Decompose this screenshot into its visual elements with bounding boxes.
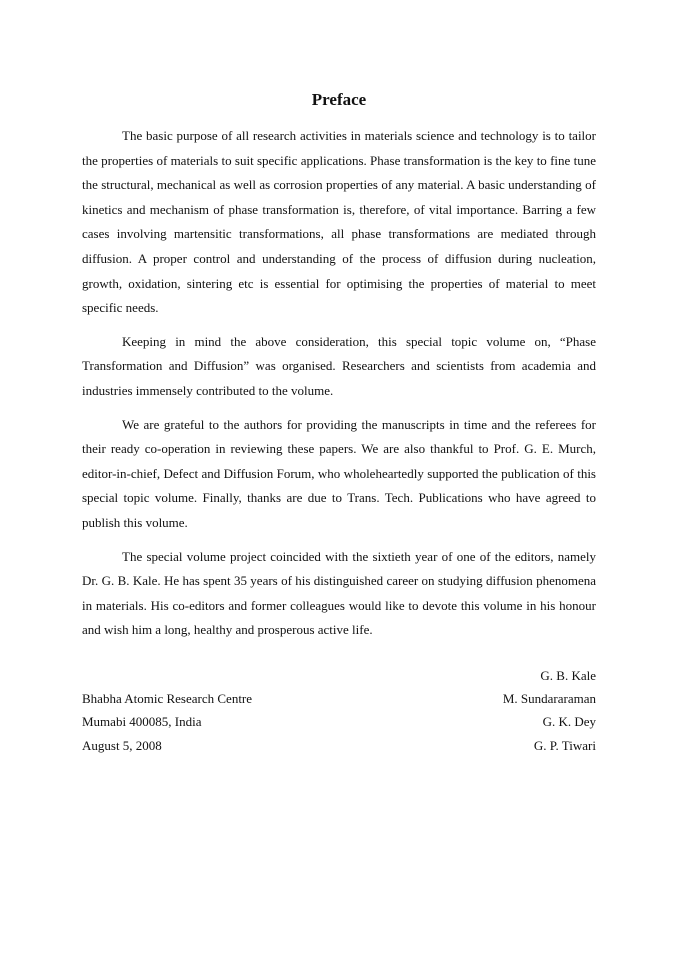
editor-name: G. P. Tiwari	[533, 737, 596, 753]
institution-name: Bhabha Atomic Research Centre	[82, 691, 253, 707]
editor-name: M. Sundararaman	[502, 691, 596, 707]
paragraph-purpose: The basic purpose of all research activities in materials science and technology is to tailor the properties of materials to suit specific applications. Phase transformation is the key to fine tune the structural, mechanical as well as corrosion properties of any material. A basic understanding of kinetics and mechanism of phase transformation is, therefore, of vital importance. Barring a few cases involving martensitic transformations, all phase transformations are mediated through diffusion. A proper control and understanding of the process of diffusion during nucleation, growth, oxidation, sintering etc is essential for optimising the properties of material to meet specific needs.	[82, 128, 596, 316]
city-line: Mumabi 400085, India	[82, 714, 202, 730]
signature-row	[82, 664, 596, 687]
signature-block	[82, 664, 596, 757]
preface-page	[82, 88, 596, 757]
signature-row	[82, 710, 596, 733]
signature-row	[82, 734, 596, 757]
date-line: August 5, 2008	[82, 737, 162, 753]
paragraph-acknowledgements: We are grateful to the authors for providing the manuscripts in time and the referees for their ready co-operation in reviewing these papers. We are also thankful to Prof. G. E. Murch, editor-in-chief, Defect and Diffusion Forum, who wholeheartedly supported the publication of this special topic volume. Finally, thanks are due to Trans. Tech. Publications who have agreed to publish this volume.	[82, 416, 596, 530]
paragraph-volume-organisation: Keeping in mind the above consideration, this special topic volume on, “Phase Transformation and Diffusion” was organised. Researchers and scientists from academia and industries immensely contributed to the volume.	[82, 333, 596, 398]
paragraph-dedication: The special volume project coincided with the sixtieth year of one of the editors, namely Dr. G. B. Kale. He has spent 35 years of his distinguished career on studying diffusion phenomena in materials. His co-editors and former colleagues would like to devote this volume in his honour and wish him a long, healthy and prosperous active life.	[82, 548, 596, 638]
signature-row	[82, 687, 596, 710]
editor-name: G. K. Dey	[542, 714, 596, 730]
page-title: Preface	[311, 90, 367, 109]
editor-name: G. B. Kale	[540, 667, 596, 683]
